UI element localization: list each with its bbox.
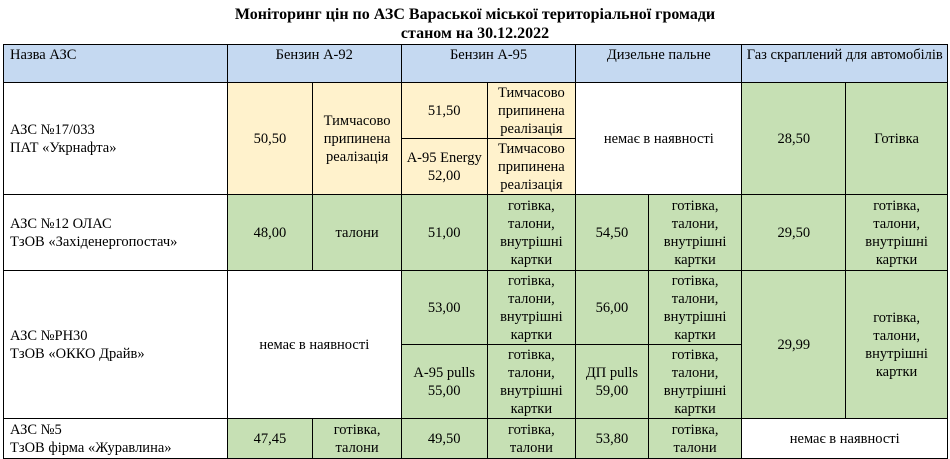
a92-note: готівка, талони bbox=[313, 419, 402, 459]
a95-energy-note: Тимчасово припинена реалізація bbox=[487, 139, 576, 195]
a95-pulls-note: готівка, талони, внутрішні картки bbox=[487, 345, 576, 419]
gas-note: готівка, талони, внутрішні картки bbox=[846, 195, 948, 271]
diesel-note: готівка, талони bbox=[648, 419, 742, 459]
a95-note: Тимчасово припинена реалізація bbox=[487, 83, 576, 139]
a95-price: 53,00 bbox=[401, 271, 487, 345]
a95-price: 51,50 bbox=[401, 83, 487, 139]
gas-note: готівка, талони, внутрішні картки bbox=[846, 271, 948, 419]
gas-note: Готівка bbox=[846, 83, 948, 195]
a95-note: готівка, талони bbox=[487, 419, 576, 459]
diesel-price: 56,00 bbox=[576, 271, 649, 345]
gas-price: 28,50 bbox=[742, 83, 846, 195]
a95-energy-price: А-95 Energy 52,00 bbox=[401, 139, 487, 195]
a92-status: немає в наявності bbox=[227, 271, 401, 419]
a95-note: готівка, талони, внутрішні картки bbox=[487, 271, 576, 345]
a92-note: Тимчасово припинена реалізація bbox=[313, 83, 402, 195]
header-a92: Бензин А-92 bbox=[227, 45, 401, 83]
page-title: Моніторинг цін по АЗС Вараської міської територіальної громади bbox=[234, 6, 716, 23]
table-row bbox=[4, 419, 948, 459]
gas-status: немає в наявності bbox=[742, 419, 948, 459]
a95-price: 49,50 bbox=[401, 419, 487, 459]
dp-pulls-note: готівка, талони, внутрішні картки bbox=[648, 345, 742, 419]
page-subtitle-date: станом на 30.12.2022 bbox=[400, 25, 550, 42]
dp-pulls-price: ДП pulls 59,00 bbox=[576, 345, 649, 419]
a92-note: талони bbox=[313, 195, 402, 271]
a92-price: 47,45 bbox=[227, 419, 313, 459]
gas-price: 29,99 bbox=[742, 271, 846, 419]
table-row bbox=[4, 83, 948, 139]
gas-price: 29,50 bbox=[742, 195, 846, 271]
fuel-prices-table bbox=[3, 44, 948, 459]
table-row bbox=[4, 271, 948, 345]
header-a95: Бензин А-95 bbox=[401, 45, 575, 83]
a95-pulls-price: А-95 pulls 55,00 bbox=[401, 345, 487, 419]
a95-price: 51,00 bbox=[401, 195, 487, 271]
table-header-row bbox=[4, 45, 948, 83]
header-diesel: Дизельне пальне bbox=[576, 45, 742, 83]
station-name: АЗС №12 ОЛАС ТзОВ «Західенергопостач» bbox=[4, 195, 228, 271]
header-gas: Газ скраплений для автомобілів bbox=[742, 45, 948, 83]
diesel-status: немає в наявності bbox=[576, 83, 742, 195]
diesel-note: готівка, талони, внутрішні картки bbox=[648, 195, 742, 271]
table-row bbox=[4, 195, 948, 271]
a95-note: готівка, талони, внутрішні картки bbox=[487, 195, 576, 271]
station-name: АЗС №5 ТзОВ фірма «Журавлина» bbox=[4, 419, 228, 459]
diesel-price: 53,80 bbox=[576, 419, 649, 459]
station-name: АЗС №РН30 ТзОВ «ОККО Драйв» bbox=[4, 271, 228, 419]
station-name: АЗС №17/033 ПАТ «Укрнафта» bbox=[4, 83, 228, 195]
header-station-name: Назва АЗС bbox=[4, 45, 228, 83]
a92-price: 50,50 bbox=[227, 83, 313, 195]
a92-price: 48,00 bbox=[227, 195, 313, 271]
diesel-note: готівка, талони, внутрішні картки bbox=[648, 271, 742, 345]
diesel-price: 54,50 bbox=[576, 195, 649, 271]
